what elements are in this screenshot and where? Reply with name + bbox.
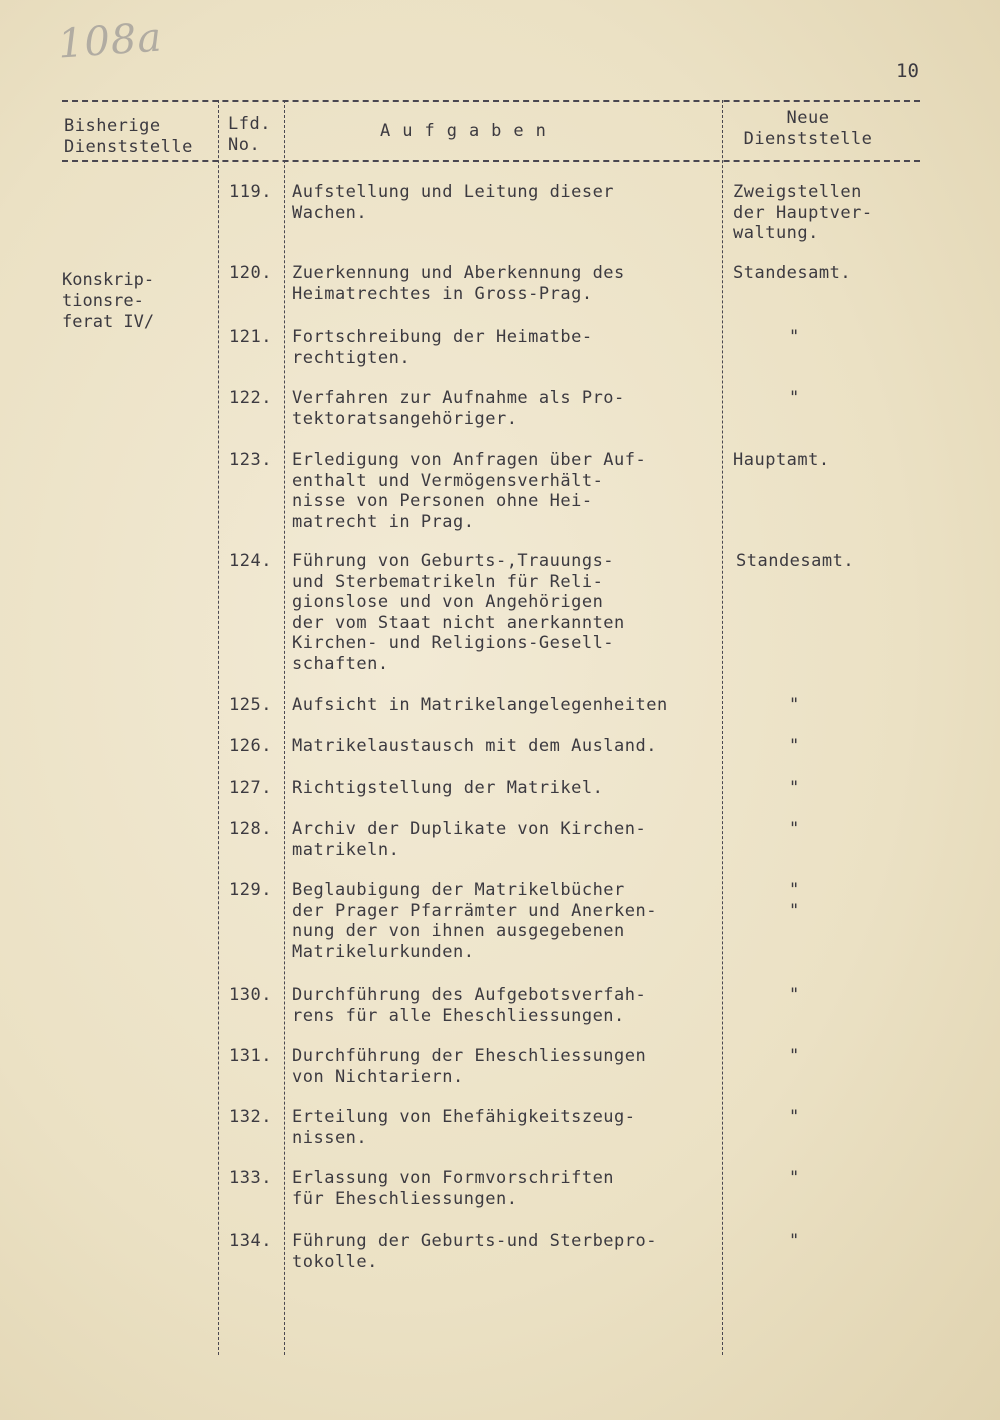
- task-text: Erledigung von Anfragen über Auf- enthalt und Vermögensverhält- nisse von Personen ohne Hei- matrecht in Prag.: [292, 450, 647, 532]
- row-number: 119.: [229, 182, 272, 202]
- task-text: Fortschreibung der Heimatbe- rechtigten.: [292, 327, 593, 368]
- header-line: Dienststelle: [743, 129, 873, 149]
- task-text: Führung von Geburts-,Trauungs- und Sterbematrikeln für Reli- gionslose und von Angehörigen der vom Staat nicht anerkannten Kirchen- und Religions-Gesell- schaften.: [292, 551, 625, 674]
- header-line: Bisherige: [64, 116, 161, 136]
- column-divider-2: [284, 100, 285, 1355]
- new-office: Standesamt.: [733, 263, 852, 283]
- new-office: Zweigstellen der Hauptver- waltung.: [733, 182, 873, 243]
- ditto-mark: ": [789, 819, 800, 839]
- header-line: Neue: [786, 108, 830, 128]
- task-text: Aufstellung und Leitung dieser Wachen.: [292, 182, 615, 223]
- page-number: 10: [896, 60, 919, 82]
- header-neue-dienststelle: [732, 108, 884, 150]
- row-number: 120.: [229, 263, 272, 283]
- row-number: 125.: [229, 695, 272, 715]
- task-text: Zuerkennung und Aberkennung des Heimatrechtes in Gross-Prag.: [292, 263, 625, 304]
- header-bisherige-dienststelle: [64, 116, 193, 158]
- header-bottom-rule: [62, 160, 920, 162]
- row-number: 123.: [229, 450, 272, 470]
- ditto-mark: ": [789, 327, 800, 347]
- label-line: Konskrip-: [62, 270, 155, 290]
- task-text: Archiv der Duplikate von Kirchen- matrikeln.: [292, 819, 647, 860]
- ditto-mark: ": [789, 695, 800, 715]
- row-number: 127.: [229, 778, 272, 798]
- row-number: 130.: [229, 985, 272, 1005]
- task-text: Richtigstellung der Matrikel.: [292, 778, 604, 798]
- ditto-mark: ": [789, 1231, 800, 1251]
- row-number: 126.: [229, 736, 272, 756]
- row-number: 132.: [229, 1107, 272, 1127]
- task-text: Matrikelaustausch mit dem Ausland.: [292, 736, 657, 756]
- ditto-mark: ": [789, 1168, 800, 1188]
- row-number: 124.: [229, 551, 272, 571]
- header-line: Dienststelle: [64, 137, 193, 157]
- header-line: Lfd.: [228, 114, 271, 134]
- handwritten-page-annotation: 108a: [56, 14, 164, 68]
- ditto-mark: ": [789, 736, 800, 756]
- label-line: tionsre-: [62, 291, 144, 311]
- task-text: Durchführung des Aufgebotsverfah- rens für alle Eheschliessungen.: [292, 985, 647, 1026]
- task-text: Verfahren zur Aufnahme als Pro- tektoratsangehöriger.: [292, 388, 625, 429]
- new-office: Hauptamt.: [733, 450, 830, 470]
- task-text: Aufsicht in Matrikelangelegenheiten: [292, 695, 668, 715]
- row-number: 134.: [229, 1231, 272, 1251]
- task-text: Beglaubigung der Matrikelbücher der Prager Pfarrämter und Anerken- nung der von ihnen ausgegebenen Matrikelurkunden.: [292, 880, 657, 962]
- task-text: Erlassung von Formvorschriften für Eheschliessungen.: [292, 1168, 615, 1209]
- row-number: 131.: [229, 1046, 272, 1066]
- header-lfd-no: [228, 114, 271, 156]
- ditto-mark: " ": [789, 880, 800, 921]
- ditto-mark: ": [789, 985, 800, 1005]
- ditto-mark: ": [789, 1107, 800, 1127]
- ditto-mark: ": [789, 388, 800, 408]
- table-top-rule: [62, 100, 920, 102]
- header-line: No.: [228, 135, 261, 155]
- row-number: 129.: [229, 880, 272, 900]
- task-text: Erteilung von Ehefähigkeitszeug- nissen.: [292, 1107, 636, 1148]
- row-number: 121.: [229, 327, 272, 347]
- task-text: Durchführung der Eheschliessungen von Nichtariern.: [292, 1046, 647, 1087]
- column-divider-1: [218, 100, 219, 1355]
- ditto-mark: ": [789, 1046, 800, 1066]
- row-number: 128.: [229, 819, 272, 839]
- row-number: 122.: [229, 388, 272, 408]
- task-text: Führung der Geburts-und Sterbepro- tokolle.: [292, 1231, 657, 1272]
- label-line: ferat IV/: [62, 312, 155, 332]
- new-office: Standesamt.: [736, 551, 855, 571]
- bisherige-dienststelle-label: [62, 270, 154, 333]
- ditto-mark: ": [789, 778, 800, 798]
- row-number: 133.: [229, 1168, 272, 1188]
- header-aufgaben: Aufgaben: [380, 121, 558, 141]
